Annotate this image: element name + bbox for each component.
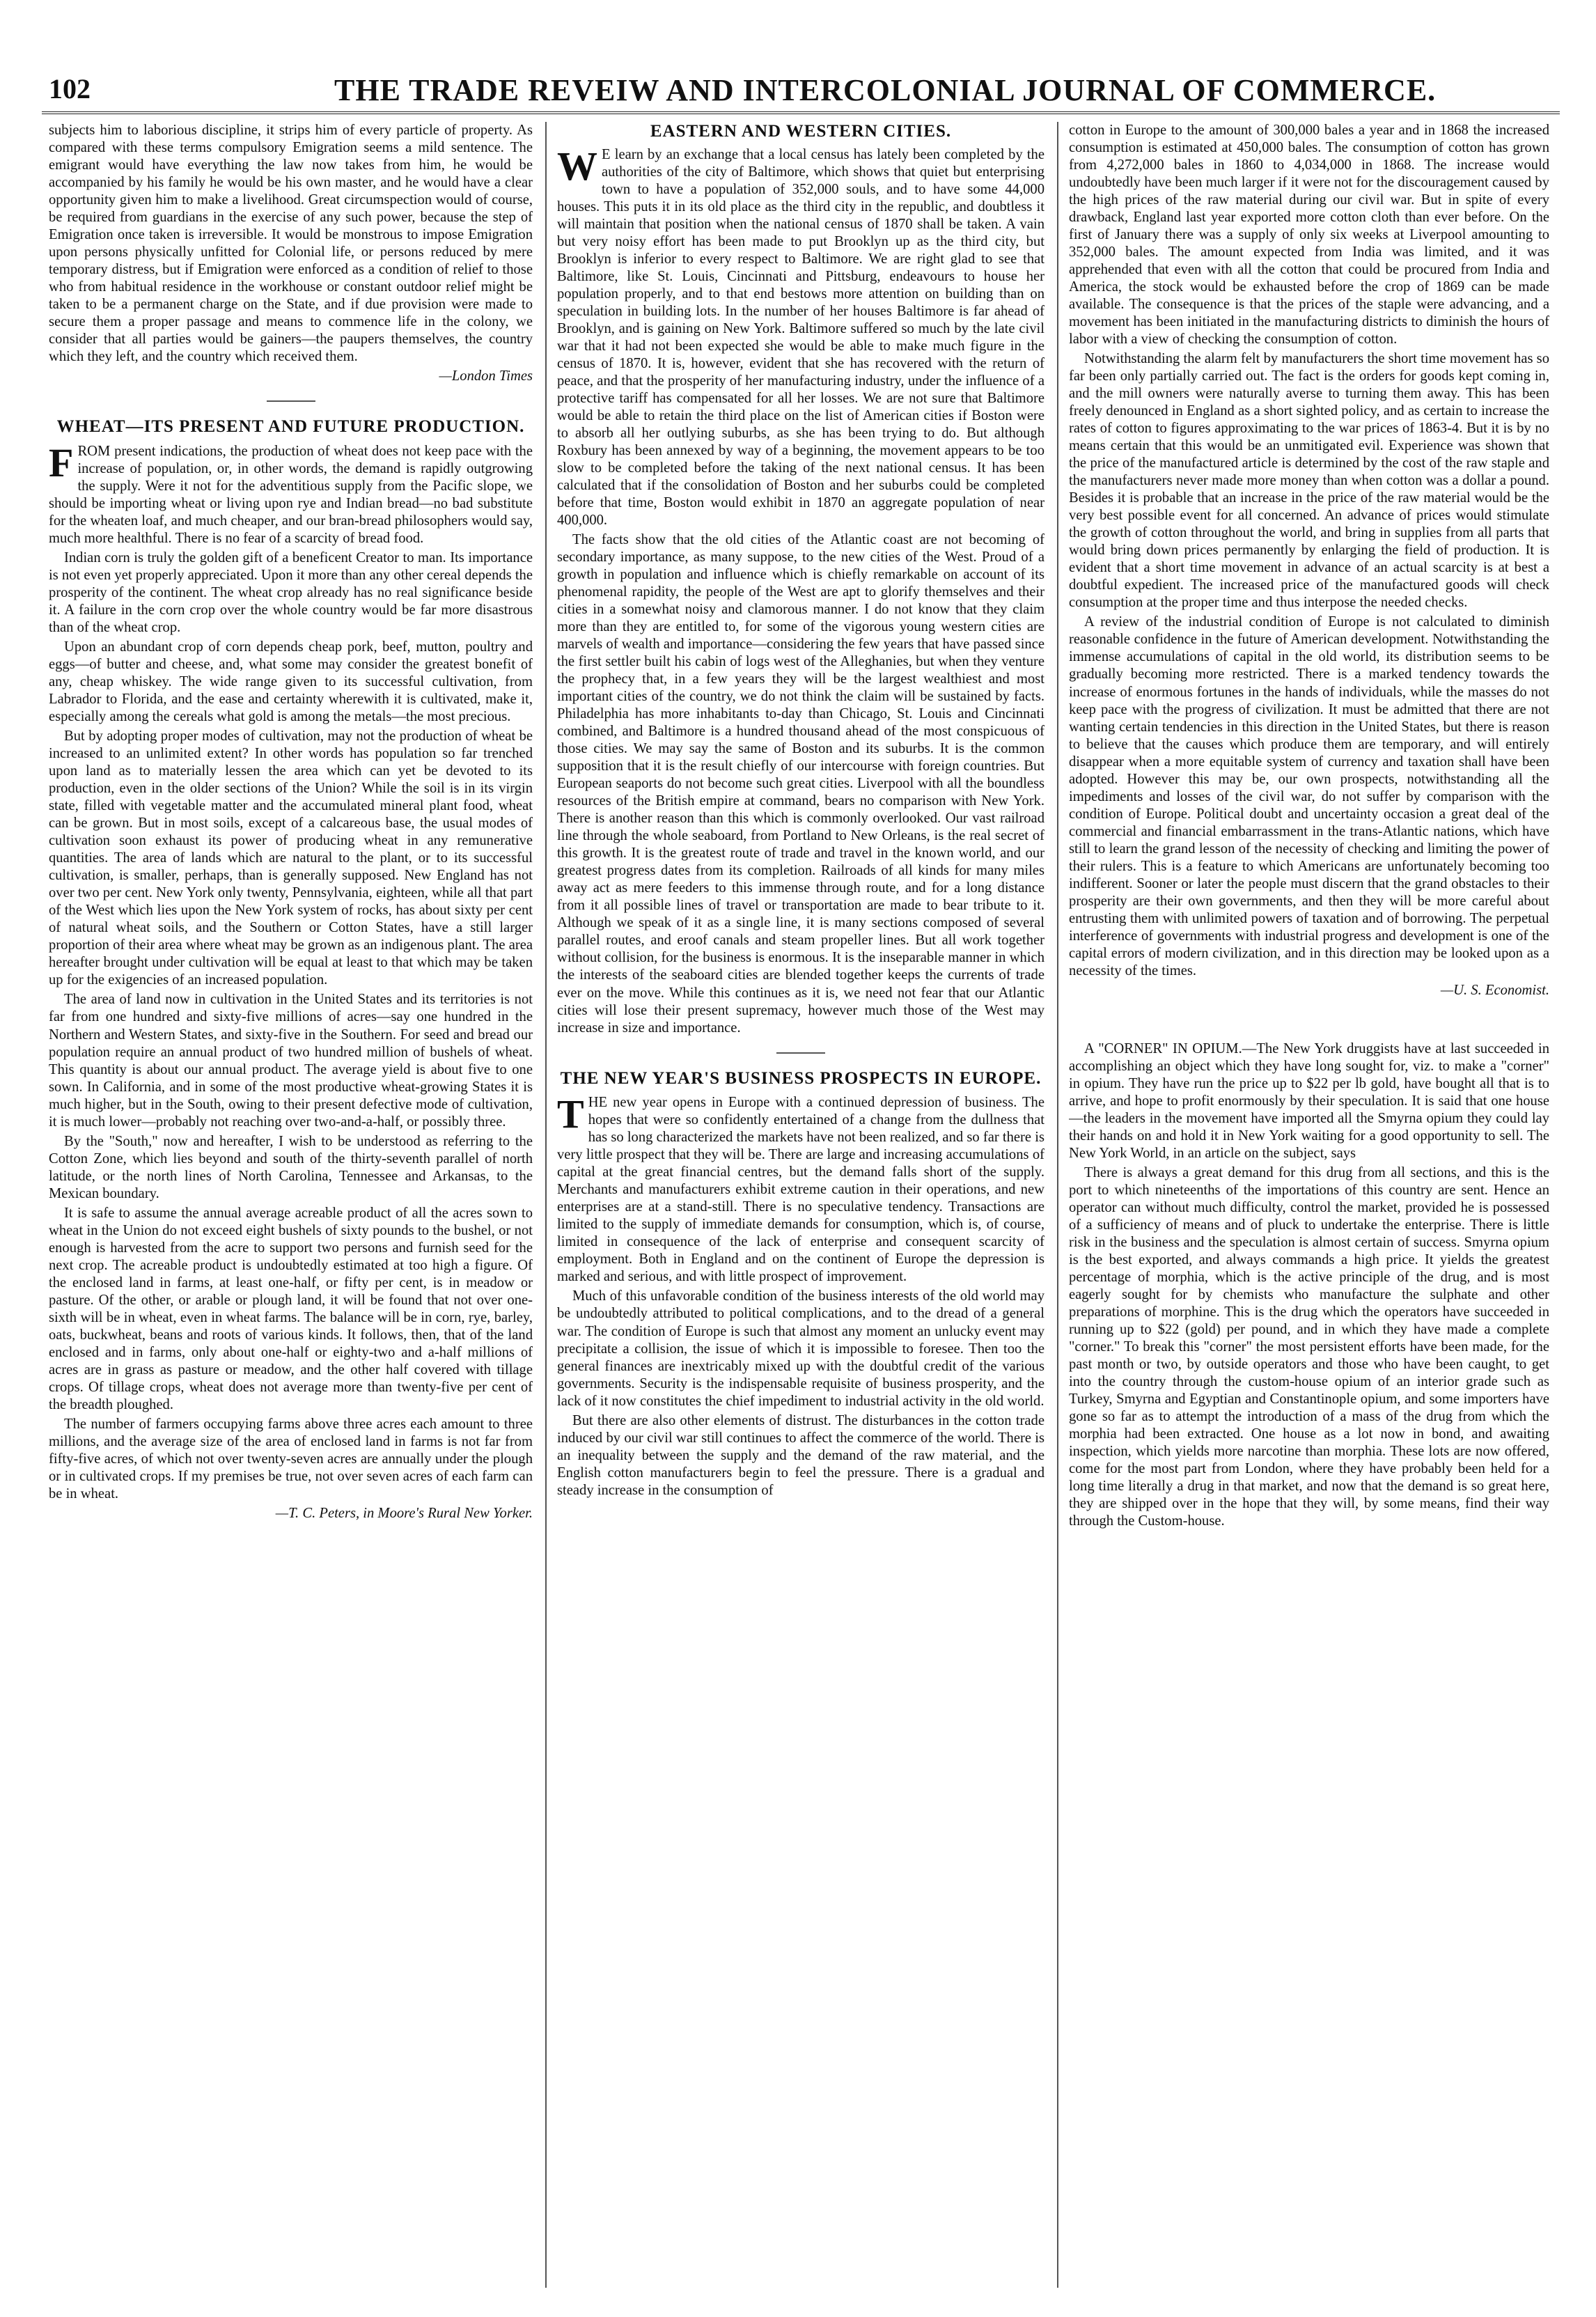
article-paragraph: By the "South," now and hereafter, I wish to be understood as referring to the Cotton Zone, which lies beyond and south of the thirty-seventh parallel of north latitude, or the north lines of North Carolina, Tennessee and Arkansas, to the Mexican boundary. [49,1133,533,1201]
article-paragraph: A review of the industrial condition of Europe is not calculated to diminish reasonable confidence in the future of American development. Notwithstanding the immense accumulations of capital in the old world, its distribution seems to be gradually becoming more restricted. There is a marked tendency towards the increase of enormous fortunes in the hands of individuals, while the masses do not keep pace with the progress of civilization. It must be admitted that there are not wanting certain tendencies in this direction in the United States, but there is reason to believe that the causes which produce them are temporary, and will entirely disappear when a more equitable system of currency and taxation shall have been adopted. However this may be, our own prospects, notwithstanding all the impediments and losses of the civil war, do not suffer by comparison with the condition of Europe. Political doubt and uncertainty occasion a great deal of the commercial and financial embarrassment in the trans-Atlantic nations, which have still to learn the grand lesson of the necessity of checking and limiting the power of their rulers. This is a feature to which Americans are unfortunately becoming too indifferent. Sooner or later the people must discern that the grand obstacles to their prosperity are their own governments, and then they will be more careful about entrusting them with unlimited powers of taxation and of borrowing. The perpetual interference of governments with industrial progress and development is one of the capital errors of modern civilization, and in this direction may be looked upon as a necessity of the times. [1069,614,1549,978]
article-paragraph: There is always a great demand for this drug from all sections, and this is the port to which nineteenths of the importations of this country are sent. Hence an operator can without much difficulty, control the market, provided he is possessed of a sufficiency of means and of pluck to undertake the enterprise. There is little risk in the business and the speculation is almost certain of success. Smyrna opium is the best exported, and always commands a high price. It yields the greatest percentage of morphia, which is the active principle of the drug, and is most eagerly sought for by chemists who manufacture the sulphate and other preparations of morphine. This is the drug which the operators have succeeded in running up to $22 (gold) per pound, and in which they have made a complete "corner." To break this "corner" the most persistent efforts have been made, for the past month or two, by outside operators and those who have been caught, to get into the country through the custom-house opium of an interior grade such as Turkey, Smyrna and Egyptian and Constantinople opium, and some importers have gone so far as to attempt the introduction of a mass of the drug from which the morphia had been extracted. One house as a lot now in bond, and awaiting inspection, which yields more narcotine than morphia. These lots are now offered, come for the most part from London, where they have probably been held for a long time literally a drug in that market, and now that the demand is so great here, they are shipped over in the hope that they will, by some means, find their way through the Custom-house. [1069,1164,1549,1529]
article-paragraph: Indian corn is truly the golden gift of a beneficent Creator to man. Its importance is not even yet properly appreciated. Upon it more than any other cereal depends the prosperity of the continent. The wheat crop already has no real significance beside it. A failure in the corn crop over the whole country would be far more disastrous than of the wheat crop. [49,550,533,636]
article-paragraph: But there are also other elements of distrust. The disturbances in the cotton trade induced by our civil war still continues to affect the commerce of the world. There is an inequality between the supply and the demand of the raw material, and the English cotton manufacturers begin to feel the pressure. There is a gradual and steady increase in the consumption of [557,1412,1045,1498]
article-source: —T. C. Peters, in Moore's Rural New Yorker. [275,1505,533,1521]
article-paragraph: Notwithstanding the alarm felt by manufacturers the short time movement has so far been only partially carried out. The fact is the orders for goods kept coming in, and the mill owners were naturally averse to turning them away. This has been freely denounced in England as a short sighted policy, and as certain to increase the rates of cotton to figures approximating to the war prices of 1863-4. But it is by no means certain that this would be an unmitigated evil. Experience was shown that the price of the manufactured article is determined by the cost of the raw staple and the manufacturers never made more money than when cotton was a dollar a pound. Besides it is probable that an increase in the price of the raw material would be the very best possible event for all concerned. An advance of prices would stimulate the growth of cotton throughout the world, and bring in supplies from all parts that would bring down prices permanently by enlarging the field of production. It is evident that a short time movement in advance of an actual scarcity is at best a doubtful expedient. The increased price of the manufactured goods will check consumption at the proper time and thus interpose the needed checks. [1069,351,1549,611]
column-rule [1057,122,1058,2288]
article-paragraph: The facts show that the old cities of the Atlantic coast are not becoming of secondary importance, as many suppose, to the new cities of the West. Proud of a growth in population and influence which is chiefly remarkable on account of its phenomenal rapidity, the people of the West are apt to glorify themselves and their cities in a somewhat noisy and clamorous manner. I do not know that they claim more than they are entitled to, for some of the vigorous young western cities are marvels of wealth and importance—considering the few years that have passed since the first settler built his cabin of logs west of the Alleghanies, but when they venture the prophecy that, in a few years they will be the largest wealthiest and most important cities of the country, we do not think the claim will be sustained by facts. Philadelphia has more inhabitants to-day than Chicago, St. Louis and Cincinnati combined, and Baltimore is a hundred thousand ahead of the most conspicuous of those cities. We may say the same of Boston and its suburbs. It is the common supposition that it is the result chiefly of our intercourse with foreign countries. But European seaports do not become such great cities. Liverpool with all the boundless resources of the British empire at command, bears no comparison with New York. There is another reason than this which is commonly overlooked. Our vast railroad line through the whole seaboard, from Portland to New Orleans, is the real secret of this growth. It is the greatest route of trade and travel in the known world, and our greatest progress dates from its completion. Railroads of all kinds for many miles away act as mere feeders to this immense through route, and for a long distance from it all possible lines of travel or transportation are made to bear tribute to it. Although we speak of it as a single line, it is many sections composed of several parallel routes, and eroof canals and steam propeller lines. But all work together without collision, for the business is enormous. It is the inseparable manner in which the interests of the seaboard cities are blended together keeps the currents of trade ever on the move. While this continues as it is, we need not fear that our Atlantic cities will lose their present supremacy, however much those of the West may increase in size and importance. [557,532,1045,1036]
article-paragraph: subjects him to laborious discipline, it strips him of every particle of property. As compared with these terms compulsory Emigration seems a mild sentence. The emigrant would have everything the law now takes from him, he would be accompanied by his family he would be his own master, and he would have a clear opportunity given him to make a livelihood. Great circumspection would of course, be required from guardians in the exercise of any such power, because the step of Emigration once taken is irreversible. It would be monstrous to impose Emigration upon persons physically unfitted for Colonial life, or persons reduced by mere temporary distress, but if Emigration were enforced as a condition of relief to those who from habitual residence in the workhouse or constant outdoor relief might be taken to be a permanent charge on the State, and if due provision were made to secure them a proper passage and means to commence life in the colony, we consider that all parties would be gainers—the paupers themselves, the country which they left, and the country which received them. [49,123,533,365]
article-paragraph: cotton in Europe to the amount of 300,000 bales a year and in 1868 the increased consumption is estimated at 450,000 bales. The consumption of cotton has grown from 4,272,000 bales in 1860 to 4,034,000 in 1868. The increase would undoubtedly have been much larger if it were not for the discouragement caused by the high prices of the raw material during our civil war. But in spite of every drawback, England last year exported more cotton cloth than ever before. On the first of January there was a supply of only six weeks at Liverpool amounting to 352,000 bales. The amount expected from India was limited, and it was apprehended that even with all the cotton that could be procured from India and America, the stock would be exhausted before the crop of 1869 can be made available. The consequence is that the prices of the staple were advancing, and a movement has been initiated in the manufacturing districts to diminish the hours of labor with a view of checking the consumption of cotton. [1069,123,1549,348]
article-paragraph: It is safe to assume the annual average acreable product of all the acres sown to wheat in the Union do not exceed eight bushels of sixty pounds to the bushel, or not enough is harvested from the acre to support two persons and furnish seed for the next crop. The acreable product is undoubtedly estimated at too high a figure. Of the enclosed land in farms, at least one-half, or fifty per cent, is in meadow or pasture. Of the other, or arable or plough land, it will be found that not over one-sixth will be in wheat, even in wheat farms. The balance will be in corn, rye, barley, oats, buckwheat, beans and roots of various kinds. It follows, then, that of the land enclosed and in farms, only about one-half or eighty-two and a-half millions of acres are in grass as pasture or meadow, and the other half covered with tillage crops. Of tillage crops, wheat does not average more than twenty-five per cent of the breadth ploughed. [49,1205,533,1412]
article-paragraph: The area of land now in cultivation in the United States and its territories is not far from one hundred and sixty-five millions of acres—say one hundred in the Northern and Western States, and sixty-five in the Southern. For seed and bread our population require an annual product of two hundred million of bushels of wheat. This quantity is about our annual product. The average yield is about five to one sown. In California, and in some of the most productive wheat-growing States it is much higher, but in the South, owing to their present defective mode of cultivation, it is much lower—probably not reaching over two-and-a-half, or possibly three. [49,992,533,1130]
separator-rule [267,400,315,402]
column-rule [545,122,547,2288]
masthead [42,70,1560,114]
article-source: —U. S. Economist. [1440,982,1549,998]
article-title-wheat: WHEAT—ITS PRESENT AND FUTURE PRODUCTION. [56,417,525,437]
article-title-europe: THE NEW YEAR'S BUSINESS PROSPECTS IN EUROPE. [560,1068,1042,1088]
article-paragraph: WE learn by an exchange that a local census has lately been completed by the authorities of the city of Baltimore, which shows that quiet but enterprising town to have a population of 352,000 souls, and to have some 44,000 houses. This puts it in its old place as the third city in the republic, and doubtless it will maintain that position when the national census of 1870 shall be taken. A vain but very noisy effort has been made to put Brooklyn up as the third city, but Brooklyn is inferior to every respect to Baltimore. We are right glad to see that Baltimore, like St. Louis, Cincinnati and Pittsburg, endeavours to house her population properly, and to that end bestows more attention on building than on speculation in building lots. In the number of her houses Baltimore is far ahead of Brooklyn, and is gaining on New York. Baltimore suffered so much by the late civil war that it had not been expected she would be able to make much figure in the census of 1870. It is, however, evident that she has recovered with the return of peace, and that the prosperity of her manufacturing industry, under the influence of a protective tariff has compensated for all her losses. We are not sure that Baltimore would be able to retain the third place on the list of American cities if Boston were to absorb all her outlying suburbs, as she has been trying to do. But although Roxbury has been annexed by way of a beginning, the movement appears to be too slow to be completed before the taking of the next national census. It has been calculated that if the consolidation of Boston and her suburbs could be completed before that time, Boston would exhibit in 1870 an aggregate population of near 400,000. [557,143,1045,529]
page-number: 102 [49,73,91,104]
article-source: —London Times [439,368,533,384]
article-paragraph: Upon an abundant crop of corn depends cheap pork, beef, mutton, poultry and eggs—of butter and cheese, and, what some may consider the greatest bonefit of any, cheap whiskey. The wide range given to its successful cultivation, from Labrador to Florida, and the ease and certainty wherewith it is cultivated, make it, especially among the cereals what gold is among the metals—the most precious. [49,639,533,725]
column-3 [1069,122,1549,2295]
article-paragraph: The number of farmers occupying farms above three acres each amount to three millions, and the average size of the area of enclosed land in farms is not far from fifty-five acres, of which not over twenty-seven acres are annually under the plough or in cultivated crops. If my premises be true, not over seven acres of each farm can be in wheat. [49,1416,533,1501]
article-paragraph: THE new year opens in Europe with a continued depression of business. The hopes that were so confidently entertained of a change from the dullness that has so long characterized the markets have not been realized, and so far there is very little prospect that they will be. There are large and increasing accumulations of capital at the great financial centres, but the demand falls short of the supply. Merchants and manufacturers exhibit extreme caution in their operations, and new enterprises are at a stand-still. There is no speculative tendency. Transactions are limited to the supply of immediate demands for consumption, which is, of course, limited in consequence of the lack of enterprise and consequent scarcity of employment. Both in England and on the continent of Europe the depression is marked and serious, and with little prospect of improvement. [557,1091,1045,1285]
journal-title: THE TRADE REVEIW AND INTERCOLONIAL JOURNAL OF COMMERCE. [334,73,1437,107]
article-paragraph: FROM present indications, the production of wheat does not keep pace with the increase of population, or, in other words, the demand is rapidly outgrowing the supply. Were it not for the adventitious supply from the Pacific slope, we should be importing wheat or living upon rye and Indian bread—no bad substitute for the wheaten loaf, and much cheaper, and our bran-bread philosophers would say, much more healthful. There is no fear of a scarcity of bread food. [49,439,533,547]
article-paragraph: Much of this unfavorable condition of the business interests of the old world may be undoubtedly attributed to political complications, and to the dread of a general war. The condition of Europe is such that almost any moment an unlucky event may precipitate a collision, the issue of which it is impossible to foresee. Then too the general finances are inextricably mixed up with the doubtful credit of the various governments. Security is the indispensable requisite of business prosperity, and the lack of it now constitutes the chief impediment to industrial activity in the old world. [557,1288,1045,1409]
separator-rule [776,1052,825,1054]
article-paragraph: A "CORNER" IN OPIUM.—The New York druggists have at last succeeded in accomplishing an object which they have long sought for, viz. to make a "corner" in opium. They have run the price up to $22 per lb gold, have bought all that is to arrive, and hope to profit enormously by their speculation. It is said that one house—the leaders in the movement have imported all the Smyrna opium they could lay their hands on and hold it in New York waiting for a good opportunity to sell. The New York World, in an article on the subject, says [1069,1040,1549,1161]
article-title-eastern-western: EASTERN AND WESTERN CITIES. [650,122,952,141]
article-paragraph: But by adopting proper modes of cultivation, may not the production of wheat be increased to an unlimited extent? In other words has population so far trenched upon land as to materially lessen the area which can yet be devoted to its production, even in the older sections of the Union? While the soil is in its virgin state, filled with vegetable matter and the accumulated mineral plant food, wheat can be grown. But in most soils, except of a calcareous base, the usual modes of cultivation soon exhaust its power of producing wheat in any remunerative quantities. The area of lands which are natural to the plant, or to its successful cultivation, is smaller, perhaps, than is generally supposed. New England has not over two per cent. New York only twenty, Pennsylvania, eighteen, while all that part of the West which lies upon the New York system of rocks, has about sixty per cent of natural wheat soils, and the Southern or Cotton States, have a still larger proportion of their area where wheat may be grown as an indigenous plant. The area hereafter brought under cultivation will be equal at least to that which may be taken up for the exigencies of an increased population. [49,728,533,988]
column-1 [49,122,533,2295]
column-2 [557,122,1045,2295]
